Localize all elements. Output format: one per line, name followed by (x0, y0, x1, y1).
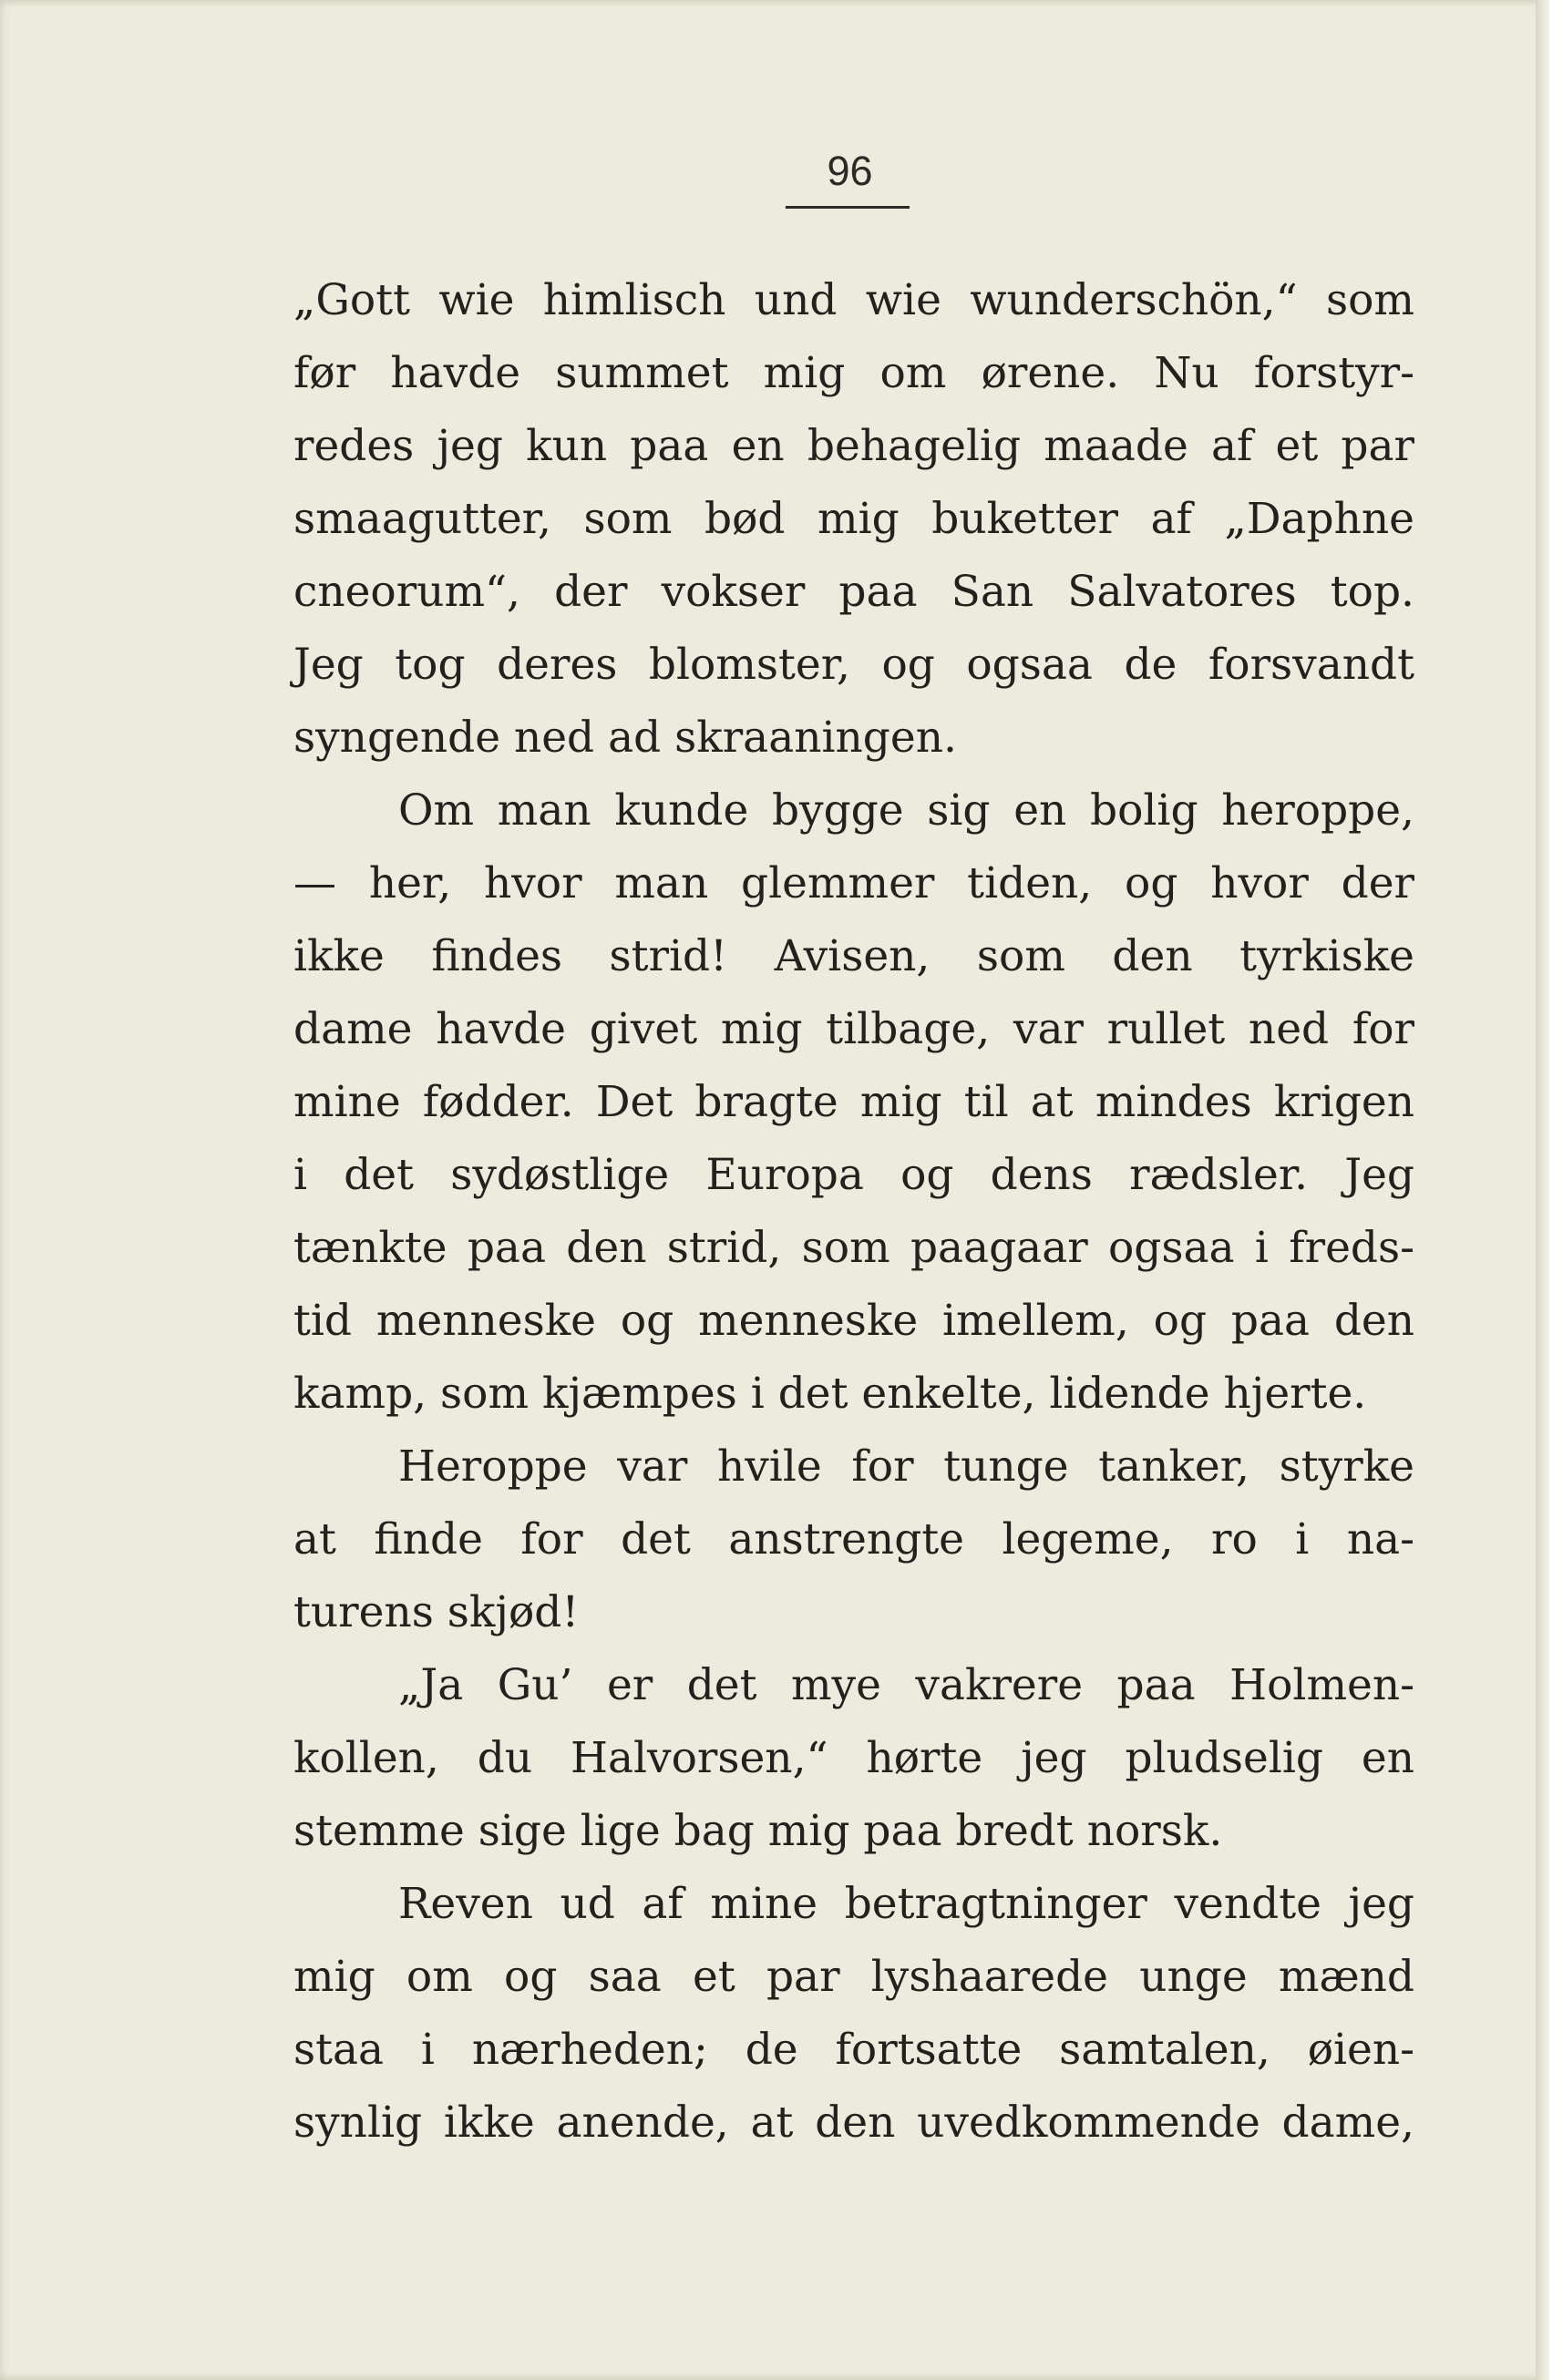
text-line: dame havde givet mig tilbage, var rullet ned for (293, 1004, 1414, 1054)
text-line: cneorum“, der vokser paa San Salvatores top. (293, 567, 1414, 617)
text-line: „Gott wie himlisch und wie wunderschön,“ som (293, 275, 1414, 325)
text-line: kollen, du Halvorsen,“ hørte jeg pludselig en (293, 1733, 1414, 1783)
text-line: „Ja Gu’ er det mye vakrere paa Holmen- (398, 1660, 1414, 1710)
text-line: tid menneske og menneske imellem, og paa den (293, 1296, 1414, 1346)
text-line: Om man kunde bygge sig en bolig heroppe, (398, 785, 1414, 836)
text-line: mine fødder. Det bragte mig til at mindes krigen (293, 1077, 1414, 1127)
body-text (293, 264, 1414, 2159)
text-line: stemme sige lige bag mig paa bredt norsk. (293, 1806, 1223, 1856)
text-line: ikke findes strid! Avisen, som den tyrkiske (293, 931, 1414, 981)
text-line: mig om og saa et par lyshaarede unge mænd (293, 1952, 1414, 2002)
text-line: synlig ikke anende, at den uvedkommende dame, (293, 2098, 1414, 2148)
text-line: før havde summet mig om ørene. Nu forstyr- (293, 348, 1414, 398)
text-line: syngende ned ad skraaningen. (293, 713, 957, 763)
text-line: Jeg tog deres blomster, og ogsaa de forsvandt (293, 640, 1414, 690)
page-number-rule (786, 206, 910, 209)
text-line: staa i nærheden; de fortsatte samtalen, øien- (293, 2025, 1414, 2075)
text-line: i det sydøstlige Europa og dens rædsler. Jeg (293, 1150, 1414, 1200)
text-line: Reven ud af mine betragtninger vendte jeg (398, 1879, 1414, 1929)
text-line: Heroppe var hvile for tunge tanker, styrke (398, 1441, 1414, 1492)
page-edge (1536, 0, 1549, 2380)
text-line: smaagutter, som bød mig buketter af „Daphne (293, 494, 1414, 544)
text-line: redes jeg kun paa en behagelig maade af et par (293, 421, 1414, 471)
text-line: — her, hvor man glemmer tiden, og hvor der (293, 858, 1414, 908)
text-line: tænkte paa den strid, som paagaar ogsaa i freds- (293, 1223, 1414, 1273)
page-number: 96 (827, 148, 873, 194)
text-line: kamp, som kjæmpes i det enkelte, lidende hjerte. (293, 1369, 1367, 1419)
text-line: at finde for det anstrengte legeme, ro i na- (293, 1514, 1414, 1564)
text-line: turens skjød! (293, 1587, 580, 1637)
